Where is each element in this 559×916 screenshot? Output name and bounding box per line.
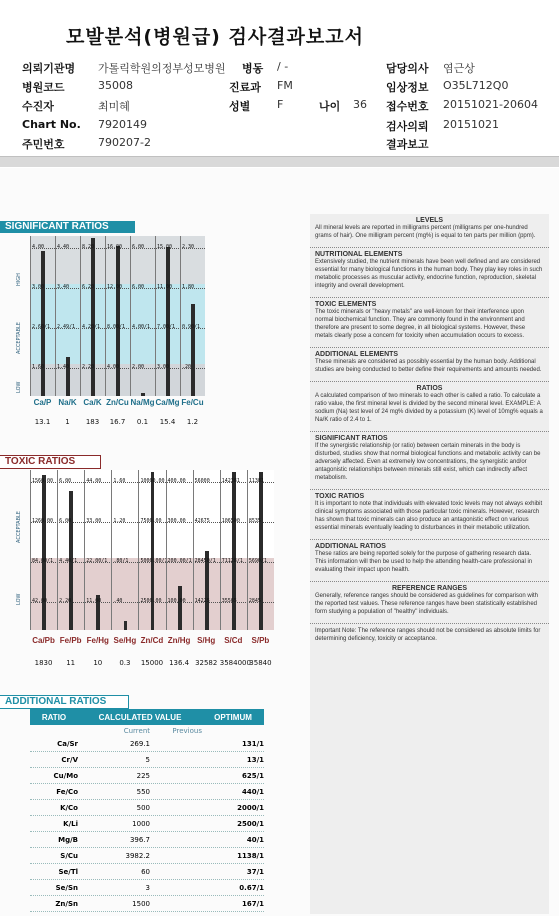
- tick-label: 0.90/1: [182, 324, 201, 330]
- chart-column: [155, 236, 156, 396]
- tick-label: 5690/1: [248, 558, 267, 564]
- ratio-name: Cr/V: [61, 755, 78, 764]
- toxic-ratios-header: TOXIC RATIOS: [0, 455, 101, 469]
- category-label: Zn/Cd: [140, 636, 164, 645]
- additional-row: [30, 800, 264, 816]
- tick-label: 6.00: [132, 244, 145, 250]
- category-label: S/Pb: [251, 636, 270, 645]
- tick-label: 2.60/1: [32, 324, 51, 330]
- value-label: 136.4: [169, 659, 190, 667]
- ratio-name: Fe/Co: [56, 787, 78, 796]
- note-section: [310, 297, 549, 340]
- note-heading: ADDITIONAL RATIOS: [315, 543, 386, 550]
- value-label: 16.7: [109, 418, 126, 426]
- label-clinical-info: 임상정보: [386, 81, 429, 94]
- additional-row: [30, 736, 264, 752]
- value-label: 15.4: [159, 418, 176, 426]
- notes-panel: [310, 214, 549, 914]
- tick-label: 8535: [248, 518, 261, 524]
- tick-label: 4.00: [107, 364, 120, 370]
- tick-label: 5000.00/1: [140, 558, 168, 564]
- bar-ca-k: [91, 238, 95, 396]
- tick-label: 300.00: [167, 518, 186, 524]
- category-label: Na/K: [58, 398, 77, 407]
- additional-row: [30, 880, 264, 896]
- subheader-previous: Previous: [172, 726, 202, 735]
- additional-row: [30, 768, 264, 784]
- note-text: It is important to note that individuals with elevated toxic levels may not always exhibit clinical symptoms associated with those particular toxic minerals. However, research has shown that toxic minerals can also produce an antagonistic effect on various essential minerals eventually leading to disturbances in their metabolic utilization.: [315, 501, 543, 531]
- bar-se-hg: [124, 621, 128, 630]
- chart-column: [193, 470, 194, 630]
- additional-row: [30, 784, 264, 800]
- tick-label: 56000: [194, 478, 210, 484]
- tick-label: 3.40: [57, 284, 70, 290]
- value-label: 15000: [140, 659, 164, 667]
- ratio-name: Ca/Sr: [57, 739, 78, 748]
- tick-label: 1.60: [32, 364, 45, 370]
- additional-table-header: [30, 709, 264, 725]
- label-result-report: 결과보고: [386, 138, 429, 151]
- label-resident-no: 주민번호: [22, 138, 65, 151]
- ratio-name: Mg/B: [58, 835, 78, 844]
- tick-label: .80/1: [113, 558, 129, 564]
- chart-column: [30, 470, 31, 630]
- note-section: [310, 581, 549, 616]
- value-label: 10: [93, 659, 103, 667]
- current-value: 1000: [132, 819, 150, 828]
- tick-label: 14225: [194, 598, 210, 604]
- tick-label: 6.20: [82, 284, 95, 290]
- ylabel-toxic-low: LOW: [16, 593, 22, 605]
- tick-label: 42675: [194, 518, 210, 524]
- note-text: If the synergistic relationship (or ratio) between certain minerals in the body is disturbed, studies show that normal biological functions and metabolic activity can be adversely affected. Even at extremely low concentrations, the synergistic and/or antagonistic relationships between minerals still exist, which can indirectly affect metabolism.: [315, 443, 541, 481]
- value-receipt-no: 20151021-20604: [443, 98, 538, 111]
- category-label: Ca/Pb: [32, 636, 55, 645]
- section-divider: [0, 156, 559, 167]
- note-text: The toxic minerals or "heavy metals" are well-known for their interference upon normal biochemical function. They are commonly found in the environment and therefore are present to some degree, in all biological systems. However, these metals clearly pose a concern for toxicity when accumulation occurs to excess.: [315, 309, 526, 339]
- label-department: 진료과: [229, 81, 261, 94]
- optimum-value: 2500/1: [237, 819, 264, 828]
- tick-label: 2.49/1: [57, 324, 76, 330]
- tick-label: 11.00: [157, 284, 173, 290]
- additional-ratios-header: ADDITIONAL RATIOS: [0, 695, 129, 709]
- current-value: 269.1: [129, 739, 150, 748]
- label-doctor: 담당의사: [386, 62, 429, 75]
- note-heading: TOXIC RATIOS: [315, 493, 365, 500]
- value-hospital-code: 35008: [98, 79, 133, 92]
- tick-label: 142381: [221, 478, 240, 484]
- label-patient: 수진자: [22, 100, 54, 113]
- category-label: Se/Hg: [113, 636, 137, 645]
- chart-column: [55, 236, 56, 396]
- optimum-value: 0.67/1: [239, 883, 264, 892]
- value-patient: 최미혜: [98, 100, 130, 113]
- bar-zn-cu: [116, 246, 120, 396]
- tick-label: 2500.00: [140, 598, 162, 604]
- chart-column: [84, 470, 85, 630]
- tick-label: 1.20: [113, 518, 126, 524]
- tick-label: 2.20: [82, 364, 95, 370]
- category-label: Fe/Hg: [86, 636, 109, 645]
- tick-label: 6.00: [59, 518, 72, 524]
- tick-label: 8.00/1: [107, 324, 126, 330]
- category-label: Ca/Mg: [155, 398, 180, 407]
- ratio-name: Zn/Sn: [55, 899, 78, 908]
- tick-label: 200.00/1: [167, 558, 192, 564]
- chart-column: [166, 470, 167, 630]
- note-text: Generally, reference ranges should be considered as guidelines for comparison with the reported test values. These reference ranges have been statistically established form studying a population of "healthy" individuals.: [315, 593, 539, 615]
- ratio-name: S/Cu: [60, 851, 78, 860]
- tick-label: 84.00/1: [32, 558, 54, 564]
- note-section: [310, 431, 549, 482]
- additional-row: [30, 864, 264, 880]
- chart-column: [130, 236, 131, 396]
- bar-s-cd: [232, 472, 236, 630]
- note-section: [310, 247, 549, 290]
- toxic-categories: [30, 636, 274, 645]
- note-text: All mineral levels are reported in milligrams percent (milligrams per one-hundred grams of hair). One milligram percent (mg%) is equal to ten parts per million (ppm).: [315, 225, 536, 239]
- tick-label: 11.00: [86, 598, 102, 604]
- tick-label: .40: [113, 598, 123, 604]
- label-request-date: 검사의뢰: [386, 120, 429, 133]
- tick-label: 44.00: [86, 478, 102, 484]
- current-value: 550: [136, 787, 150, 796]
- ratio-name: Se/Sn: [55, 883, 78, 892]
- value-request-date: 20151021: [443, 118, 499, 131]
- bar-fe-cu: [191, 304, 195, 396]
- tick-label: 10000.00: [140, 478, 165, 484]
- tick-label: 2.00: [132, 364, 145, 370]
- ratio-name: K/Co: [60, 803, 78, 812]
- value-label: 0.3: [119, 659, 131, 667]
- tick-label: 28450/1: [194, 558, 216, 564]
- chart-column: [30, 236, 31, 396]
- tick-label: 2.20: [59, 598, 72, 604]
- optimum-value: 1138/1: [237, 851, 264, 860]
- bar-zn-cd: [151, 472, 155, 630]
- tick-label: 3.00: [32, 284, 45, 290]
- note-text: Important Note: The reference ranges should not be considered as absolute limits for determining deficiency, toxicity or acceptance.: [315, 628, 541, 642]
- tick-label: 4.00/1: [132, 324, 151, 330]
- bar-s-pb: [259, 472, 263, 630]
- tick-label: 8.20: [82, 244, 95, 250]
- current-value: 60: [141, 867, 150, 876]
- additional-rows: [30, 736, 264, 912]
- report-sheet: [0, 168, 559, 916]
- optimum-value: 2000/1: [237, 803, 264, 812]
- bar-na-mg: [141, 393, 145, 396]
- chart-column: [220, 470, 221, 630]
- optimum-value: 13/1: [246, 755, 264, 764]
- value-institution: 가톨릭학원의정부성모병원: [98, 62, 226, 75]
- optimum-value: 131/1: [241, 739, 264, 748]
- additional-row: [30, 848, 264, 864]
- header-optimum: OPTIMUM: [214, 712, 252, 722]
- tick-label: 7500.00: [140, 518, 162, 524]
- value-label: 1.2: [186, 418, 199, 426]
- value-label: 183: [85, 418, 100, 426]
- chart-column: [111, 470, 112, 630]
- value-label: 32582: [195, 659, 218, 667]
- tick-label: 11381: [248, 478, 264, 484]
- category-label: Ca/P: [33, 398, 52, 407]
- category-label: Na/Mg: [130, 398, 155, 407]
- note-section: [310, 539, 549, 574]
- significant-categories: [30, 398, 205, 407]
- note-section: [310, 214, 549, 240]
- tick-label: 12.00: [107, 284, 123, 290]
- additional-table-subheader: [30, 725, 264, 736]
- tick-label: 15.00: [157, 244, 173, 250]
- header-calculated: CALCULATED VALUE: [98, 712, 182, 722]
- value-sex: F: [277, 98, 284, 111]
- tick-label: 42.00: [32, 598, 48, 604]
- value-department: FM: [277, 79, 293, 92]
- additional-row: [30, 752, 264, 768]
- tick-label: 6.00: [132, 284, 145, 290]
- note-text: A calculated comparison of two minerals to each other is called a ratio. To calculate a ratio value, the first mineral level is divided by the second mineral level. EXAMPLE: A sodium (Na) test level of 24 mg% divided by a potassium (K) level of 10mg% equals a Na/K ratio of 2.4 to 1.: [315, 393, 543, 423]
- category-label: Ca/K: [83, 398, 102, 407]
- significant-ratios-header: SIGNIFICANT RATIOS: [0, 221, 135, 233]
- chart-column: [57, 470, 58, 630]
- label-ward: 병동: [242, 62, 264, 75]
- optimum-value: 440/1: [241, 787, 264, 796]
- tick-label: 16.00: [107, 244, 123, 250]
- report-title: 모발분석(병원급) 검사결과보고서: [66, 26, 364, 48]
- label-age: 나이: [319, 100, 341, 113]
- significant-ratios-chart: [30, 236, 205, 396]
- subheader-current: Current: [123, 726, 150, 735]
- label-chart-no: Chart No.: [22, 118, 81, 131]
- additional-ratios-table: [30, 709, 264, 912]
- ratio-name: K/Li: [63, 819, 78, 828]
- value-doctor: 염근상: [443, 62, 475, 75]
- bar-ca-mg: [166, 247, 170, 396]
- bar-ca-pb: [42, 475, 46, 630]
- note-heading: ADDITIONAL ELEMENTS: [315, 351, 399, 358]
- value-label: 3584000: [219, 659, 251, 667]
- note-text: Extensively studied, the nutrient minerals have been well defined and are considered essential for many biological functions in the human body. They play key roles in such metabolic processes as muscular activity, endocrine function, reproduction, skeletal integrity and overall development.: [315, 259, 543, 289]
- ylabel-low: LOW: [16, 381, 22, 393]
- tick-label: 71128/1: [221, 558, 243, 564]
- optimum-value: 167/1: [241, 899, 264, 908]
- note-section: [310, 347, 549, 374]
- chart-column: [105, 236, 106, 396]
- tick-label: 100.00: [167, 598, 186, 604]
- bar-zn-hg: [178, 586, 182, 630]
- value-label: 11: [66, 659, 76, 667]
- chart-column: [138, 470, 139, 630]
- tick-label: 33.00: [86, 518, 102, 524]
- tick-label: 1.80: [182, 284, 195, 290]
- tick-label: 4.00: [32, 244, 45, 250]
- tick-label: 3.00: [157, 364, 170, 370]
- tick-label: 1260.00: [32, 518, 54, 524]
- value-ward: / -: [277, 60, 289, 73]
- tick-label: 6.00: [59, 478, 72, 484]
- note-heading: NUTRITIONAL ELEMENTS: [315, 251, 403, 258]
- chart-column: [180, 236, 181, 396]
- current-value: 3982.2: [125, 851, 150, 860]
- tick-label: 1.60: [113, 478, 126, 484]
- optimum-value: 40/1: [246, 835, 264, 844]
- note-text: These minerals are considered as possibly essential by the human body. Additional studies are being conducted to better define their requirements and amounts needed.: [315, 359, 542, 373]
- ylabel-toxic-acceptable: ACCEPTABLE: [16, 511, 22, 543]
- toxic-ratios-chart: [30, 470, 274, 630]
- note-text: These ratios are being reported solely for the purpose of gathering research data. This information will then be used to help the attending health-care professional in evaluating their impact upon health.: [315, 551, 533, 573]
- tick-label: 1560.00: [32, 478, 54, 484]
- category-label: Fe/Cu: [181, 398, 204, 407]
- current-value: 1500: [132, 899, 150, 908]
- tick-label: 400.00: [167, 478, 186, 484]
- note-heading: TOXIC ELEMENTS: [315, 301, 377, 308]
- note-heading: SIGNIFICANT RATIOS: [315, 435, 388, 442]
- tick-label: 1.40: [57, 364, 70, 370]
- tick-label: .20: [182, 364, 192, 370]
- tick-label: 4.20/1: [82, 324, 101, 330]
- value-resident-no: 790207-2: [98, 136, 151, 149]
- value-label: 0.1: [136, 418, 149, 426]
- current-value: 5: [145, 755, 150, 764]
- value-label: 35840: [249, 659, 272, 667]
- optimum-value: 625/1: [241, 771, 264, 780]
- tick-label: 2845: [248, 598, 261, 604]
- ylabel-high: HIGH: [16, 273, 22, 286]
- tick-label: 4.40/1: [59, 558, 78, 564]
- additional-row: [30, 832, 264, 848]
- label-receipt-no: 접수번호: [386, 100, 429, 113]
- note-heading: LEVELS: [415, 217, 444, 224]
- tick-label: 35565: [221, 598, 237, 604]
- tick-label: 106500: [221, 518, 240, 524]
- current-value: 3: [145, 883, 150, 892]
- tick-label: 7.00/1: [157, 324, 176, 330]
- label-hospital-code: 병원코드: [22, 81, 65, 94]
- significant-values: [30, 418, 205, 426]
- chart-column: [80, 236, 81, 396]
- header-ratio: RATIO: [41, 712, 67, 722]
- current-value: 500: [136, 803, 150, 812]
- note-section: [310, 489, 549, 532]
- category-label: Zn/Hg: [167, 636, 191, 645]
- category-label: S/Cd: [224, 636, 243, 645]
- current-value: 396.7: [129, 835, 150, 844]
- category-label: Zn/Cu: [106, 398, 129, 407]
- tick-label: 4.40: [57, 244, 70, 250]
- value-label: 1: [65, 418, 70, 426]
- category-label: S/Hg: [197, 636, 216, 645]
- value-label: 1830: [34, 659, 53, 667]
- ratio-name: Se/Tl: [58, 867, 78, 876]
- ylabel-acceptable: ACCEPTABLE: [16, 322, 22, 354]
- chart-column: [247, 470, 248, 630]
- label-institution: 의뢰기관명: [22, 62, 76, 75]
- current-value: 225: [136, 771, 150, 780]
- note-section: [310, 623, 549, 643]
- bar-na-k: [66, 357, 70, 397]
- toxic-values: [30, 659, 274, 667]
- note-section: [310, 381, 549, 424]
- category-label: Fe/Pb: [59, 636, 82, 645]
- label-sex: 성별: [229, 100, 251, 113]
- tick-label: 22.00/1: [86, 558, 108, 564]
- value-label: 13.1: [34, 418, 51, 426]
- value-age: 36: [353, 98, 367, 111]
- value-chart-no: 7920149: [98, 118, 147, 131]
- note-heading: REFERENCE RANGES: [391, 585, 468, 592]
- optimum-value: 37/1: [246, 867, 264, 876]
- additional-row: [30, 896, 264, 912]
- additional-row: [30, 816, 264, 832]
- ratio-name: Cu/Mo: [53, 771, 78, 780]
- note-heading: RATIOS: [416, 385, 443, 392]
- value-clinical-info: O35L712Q0: [443, 79, 509, 92]
- tick-label: 2.30: [182, 244, 195, 250]
